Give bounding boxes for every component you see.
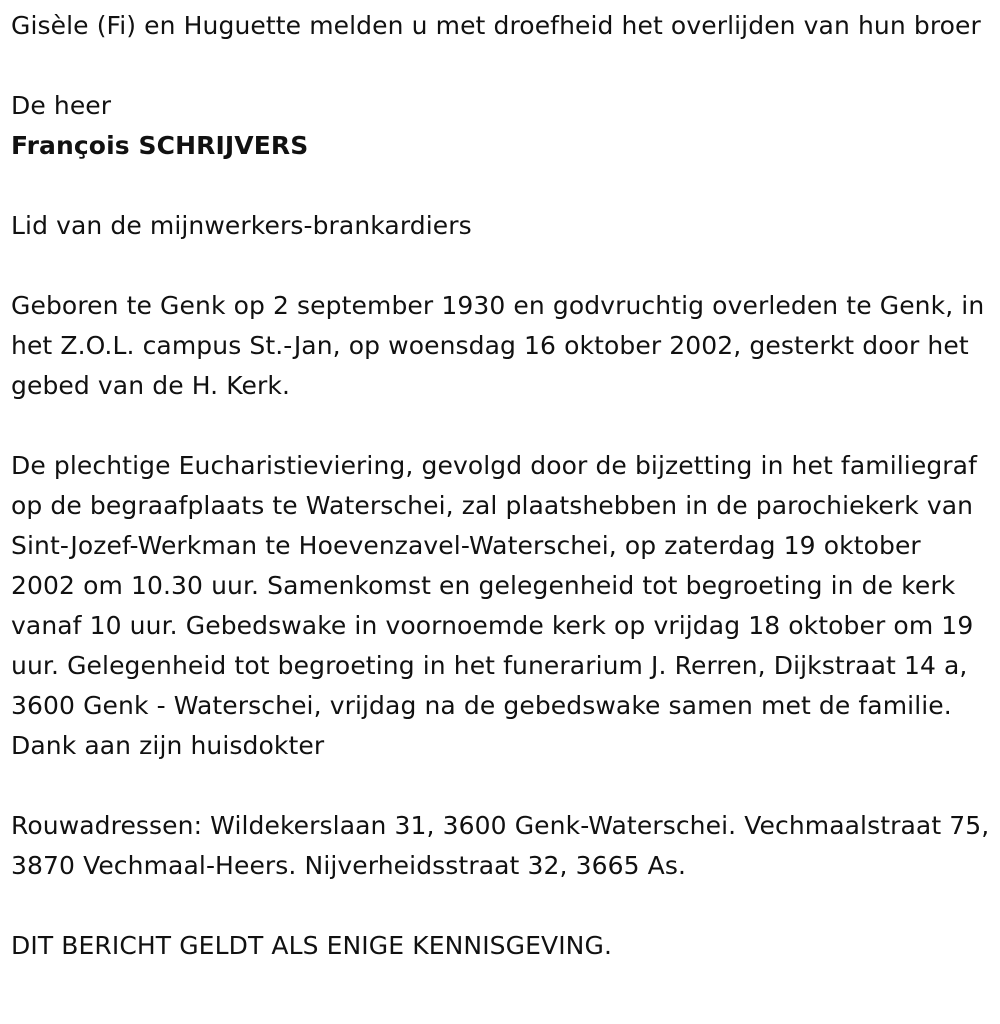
role-line: Lid van de mijnwerkers-brankardiers <box>11 211 472 240</box>
spacer <box>11 166 990 206</box>
intro-paragraph: Gisèle (Fi) en Huguette melden u met droefheid het overlijden van hun broer <box>11 11 981 40</box>
ceremony-paragraph: De plechtige Eucharistieviering, gevolgd door de bijzetting in het familiegraf op de begraafplaats te Waterschei, zal plaatshebben in de parochiekerk van Sint-Jozef-Werkman te Hoevenzavel-Waterschei, op zaterdag 19 oktober 2002 om 10.30 uur. Samenkomst en gelegenheid tot begroeting in de kerk vanaf 10 uur. Gebedswake in voornoemde kerk op vrijdag 18 oktober om 19 uur. Gelegenheid tot begroeting in het funerarium J. Rerren, Dijkstraat 14 a, 3600 Genk - Waterschei, vrijdag na de gebedswake samen met de familie. Dank aan zijn huisdokter <box>11 451 977 760</box>
spacer <box>11 886 990 926</box>
spacer <box>11 46 990 86</box>
spacer <box>11 406 990 446</box>
spacer <box>11 766 990 806</box>
honorific: De heer <box>11 91 112 120</box>
closing-line: DIT BERICHT GELDT ALS ENIGE KENNISGEVING. <box>11 931 612 960</box>
birth-death-paragraph: Geboren te Genk op 2 september 1930 en godvruchtig overleden te Genk, in het Z.O.L. campus St.-Jan, op woensdag 16 oktober 2002, gesterkt door het gebed van de H. Kerk. <box>11 291 985 400</box>
spacer <box>11 246 990 286</box>
addresses-paragraph: Rouwadressen: Wildekerslaan 31, 3600 Genk-Waterschei. Vechmaalstraat 75, 3870 Vechmaal-Heers. Nijverheidsstraat 32, 3665 As. <box>11 811 990 880</box>
deceased-name: François SCHRIJVERS <box>11 131 309 160</box>
